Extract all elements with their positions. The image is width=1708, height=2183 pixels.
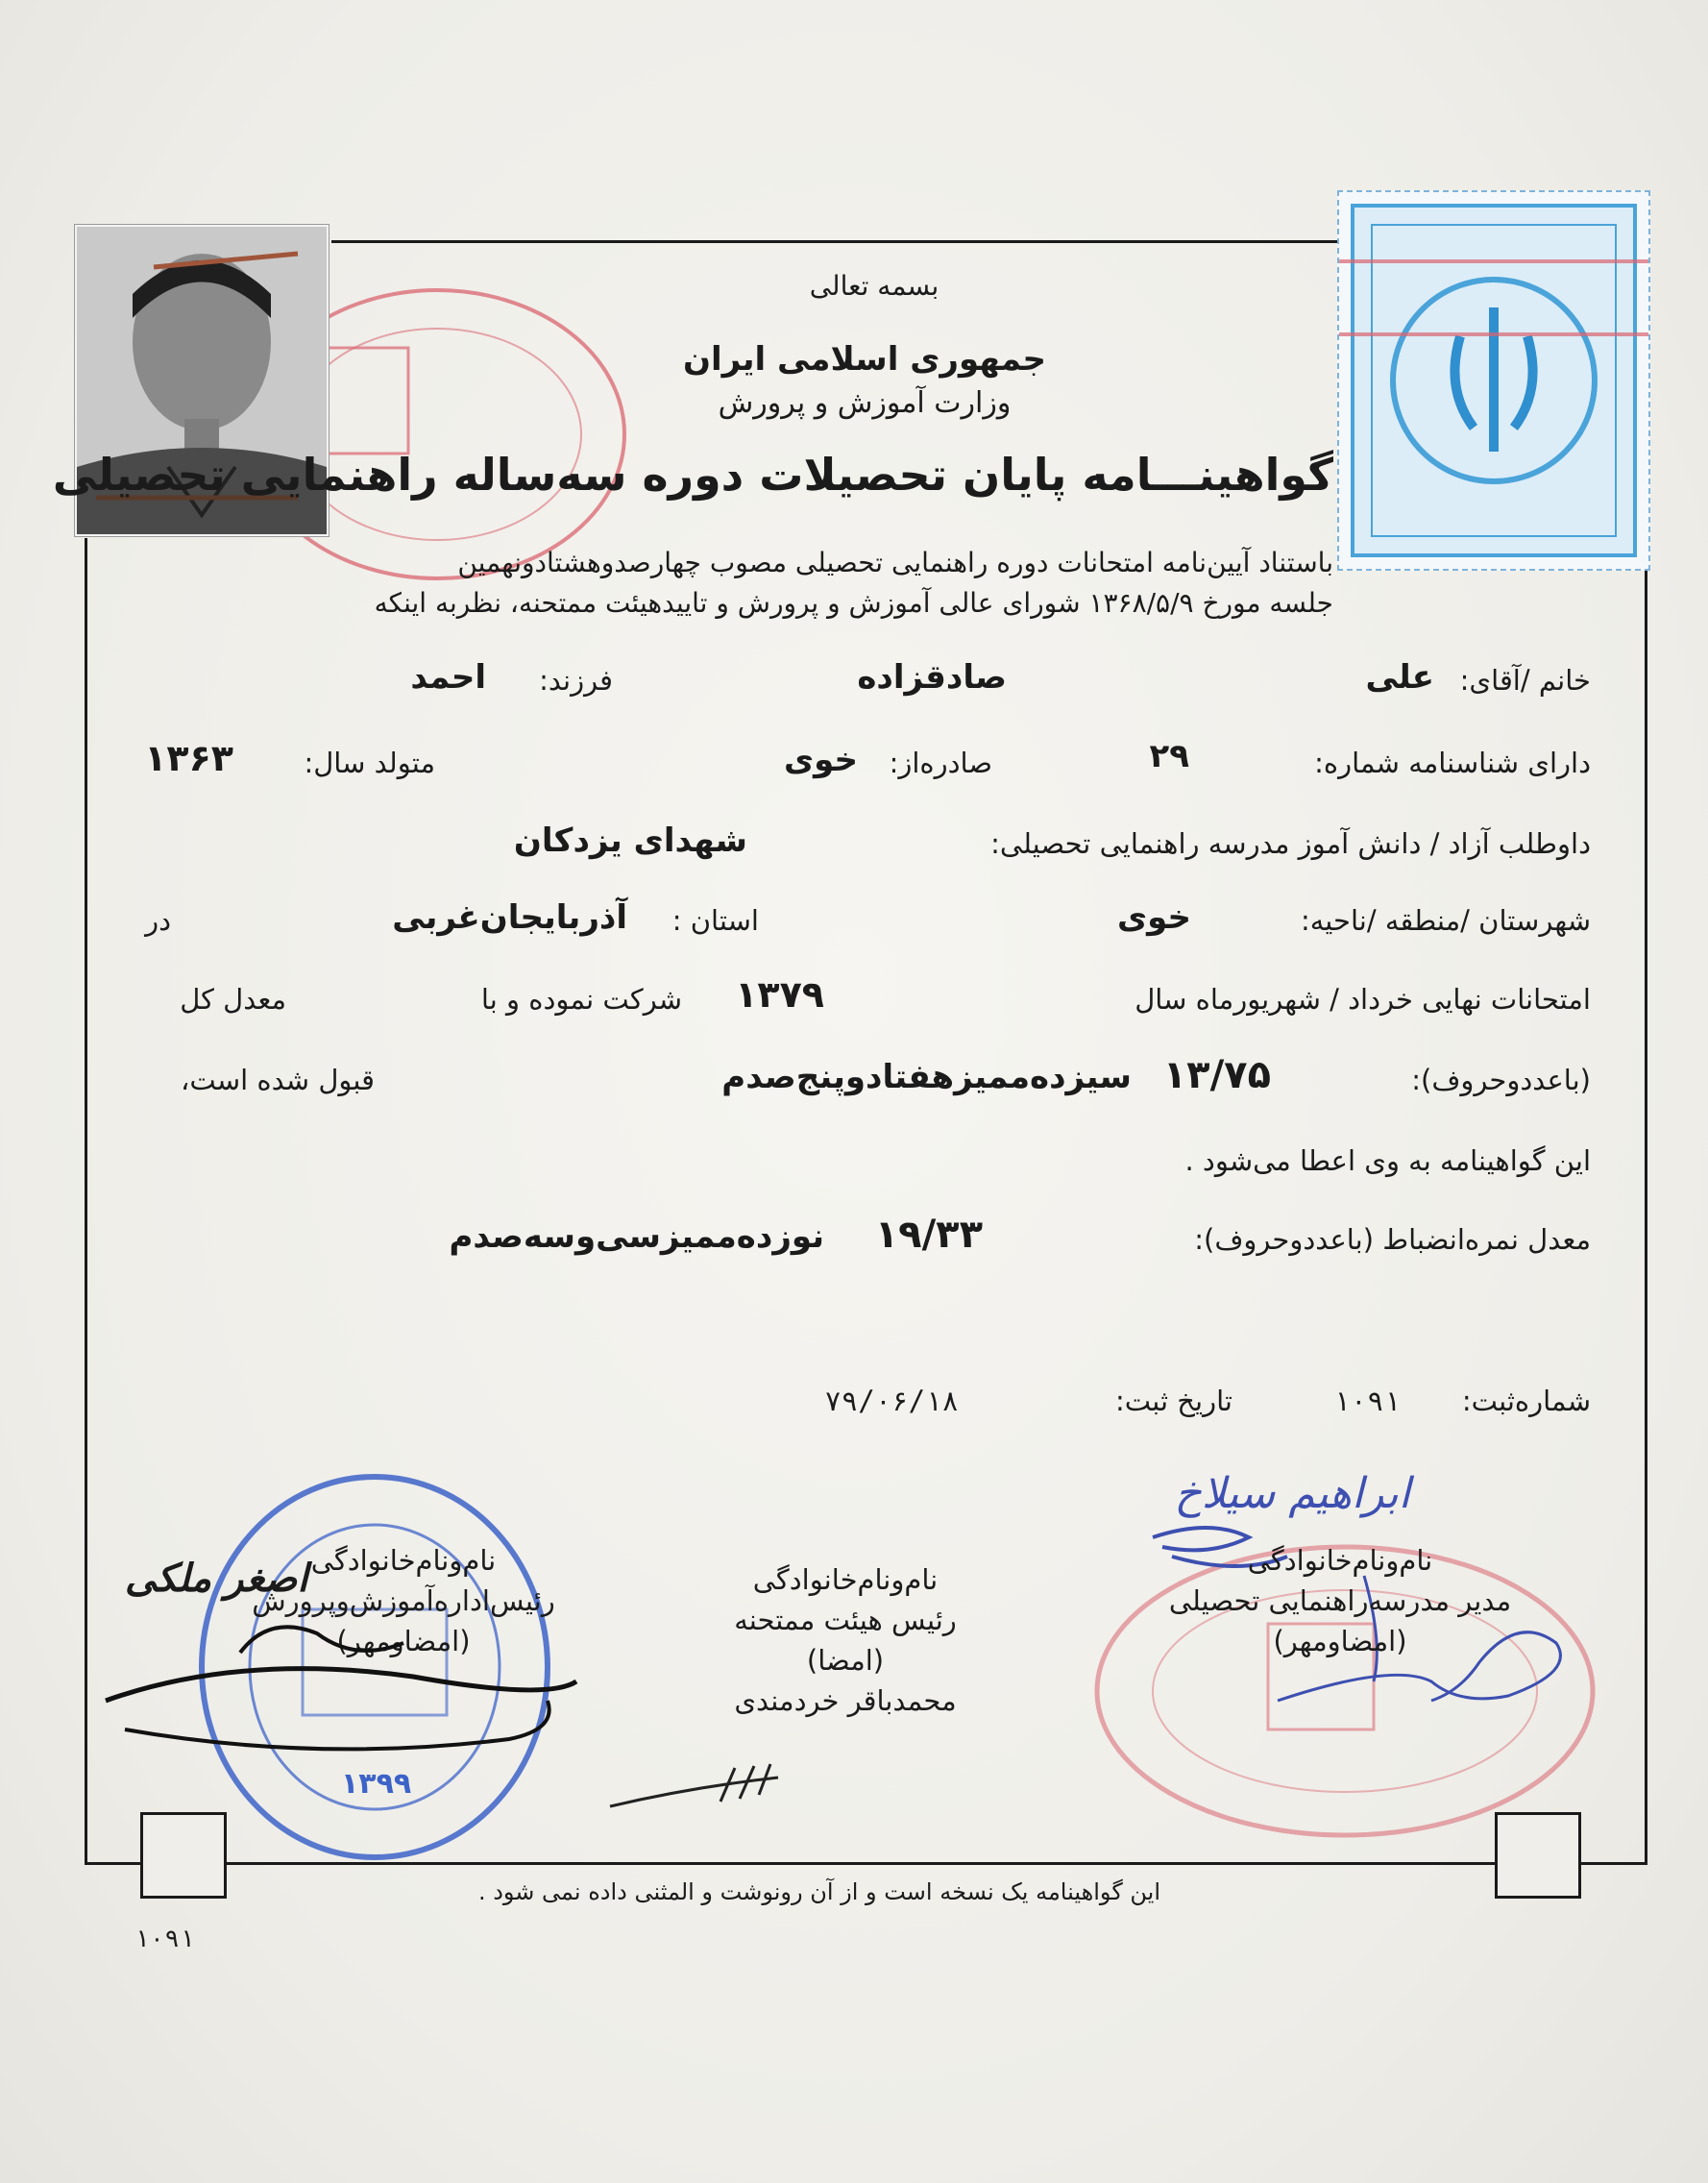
principal-role: مدیر مدرسه‌راهنمایی تحصیلی [1168,1584,1512,1617]
education-office-sign-label: (امضاومهر) [336,1625,471,1657]
average-number-value: ۱۳/۷۵ [1162,1053,1271,1097]
birth-year-value: ۱۳۶۳ [144,737,233,779]
id-number-value: ۲۹ [1149,737,1189,775]
father-name-value: احمد [410,658,486,697]
principal-name-label: نام‌ونام‌خانوادگی [1247,1544,1433,1577]
registration-date-label: تاریخ ثبت: [1115,1385,1232,1417]
discipline-words-value: نوزده‌ممیزسی‌وسه‌صدم [449,1217,824,1256]
average-words-value: سیزده‌ممیزهفتادوپنج‌صدم [721,1058,1132,1096]
registration-number-value: ۱۰۹۱ [1333,1385,1401,1417]
principal-sign-label: (امضاومهر) [1273,1625,1407,1657]
province-label: استان : [671,904,759,937]
registration-number-label: شماره‌ثبت: [1461,1385,1591,1417]
average-in-words-label: (باعددوحروف): [1411,1064,1591,1096]
last-name-value: صادقزاده [857,658,1007,697]
issued-place-value: خوی [784,741,858,779]
id-number-label: دارای شناسنامه شماره: [1314,747,1591,779]
principal-handwritten-signature: ابراهیم سیلاخ [1174,1469,1410,1518]
exam-board-name-label: نام‌ونام‌خانوادگی [752,1563,939,1596]
preamble-line-1: باستناد آیین‌نامه امتحانات دوره راهنمایی تحصیلی مصوب چهارصدوهشتادونهمین [457,547,1333,578]
accepted-label: قبول شده است، [180,1064,375,1096]
document-serial-number: ۱۰۹۱ [134,1925,195,1953]
father-label: فرزند: [539,664,613,697]
birth-year-label: متولد سال: [304,747,435,779]
first-name-value: علی [1365,658,1434,697]
exam-board-sign-label: (امضا) [806,1644,885,1677]
city-value: خوی [1117,898,1191,937]
certificate-footnote: این گواهینامه یک نسخه است و از آن رونوشت و المثنی داده نمی شود . [477,1878,1160,1905]
discipline-average-label: معدل نمره‌انضباط (باعددوحروف): [1194,1223,1591,1256]
education-office-stamp-number: ۱۳۹۹ [341,1767,412,1801]
name-label: خانم /آقای: [1459,664,1591,697]
education-office-signature-scribble [96,1595,596,1768]
frame-left-border [85,538,87,1864]
revenue-stamp [1337,190,1650,571]
in-label: در [145,904,171,937]
invocation-text: بسمه تعالی [809,270,939,302]
preamble-line-2: جلسه مورخ ۱۳۶۸/۵/۹ شورای عالی آموزش و پرورش و تاییدهیئت ممتحنه، نظربه اینکه [374,587,1333,619]
exam-board-person-name: محمدباقر خردمندی [734,1684,957,1717]
school-label: داوطلب آزاد / دانش آموز مدرسه راهنمایی تحصیلی: [990,827,1591,860]
registration-date-value: ۷۹/۰۶/۱۸ [824,1385,959,1417]
exam-board-role: رئیس هیئت ممتحنه [734,1604,957,1636]
exam-board-signature-scribble [605,1758,797,1816]
school-name-value: شهدای یزدکان [513,822,747,860]
country-name: جمهوری اسلامی ایران [682,340,1047,379]
certificate-granted-text: این گواهینامه به وی اعطا می‌شود . [1184,1144,1591,1177]
exam-year-value: ۱۳۷۹ [735,973,824,1016]
discipline-number-value: ۱۹/۳۳ [874,1213,983,1257]
overall-average-label: معدل کل [180,983,286,1016]
participated-label: شرکت نموده و با [480,983,682,1016]
issued-from-label: صادره‌از: [889,747,992,779]
education-office-role: رئیس‌اداره‌آموزش‌وپرورش [252,1584,555,1617]
education-office-name-label: نام‌ونام‌خانوادگی [310,1544,497,1577]
province-value: آذربایجان‌غربی [392,898,627,937]
ministry-name: وزارت آموزش و پرورش [718,386,1012,420]
final-exams-label: امتحانات نهایی خرداد / شهریورماه سال [1135,983,1591,1016]
education-office-handwritten-signature: اصغر ملکی [125,1556,308,1601]
certificate-title: گواهینـــامه پایان تحصیلات دوره سه‌ساله راهنمایی تحصیلی [52,449,1333,501]
city-label: شهرستان /منطقه /ناحیه: [1300,904,1591,937]
